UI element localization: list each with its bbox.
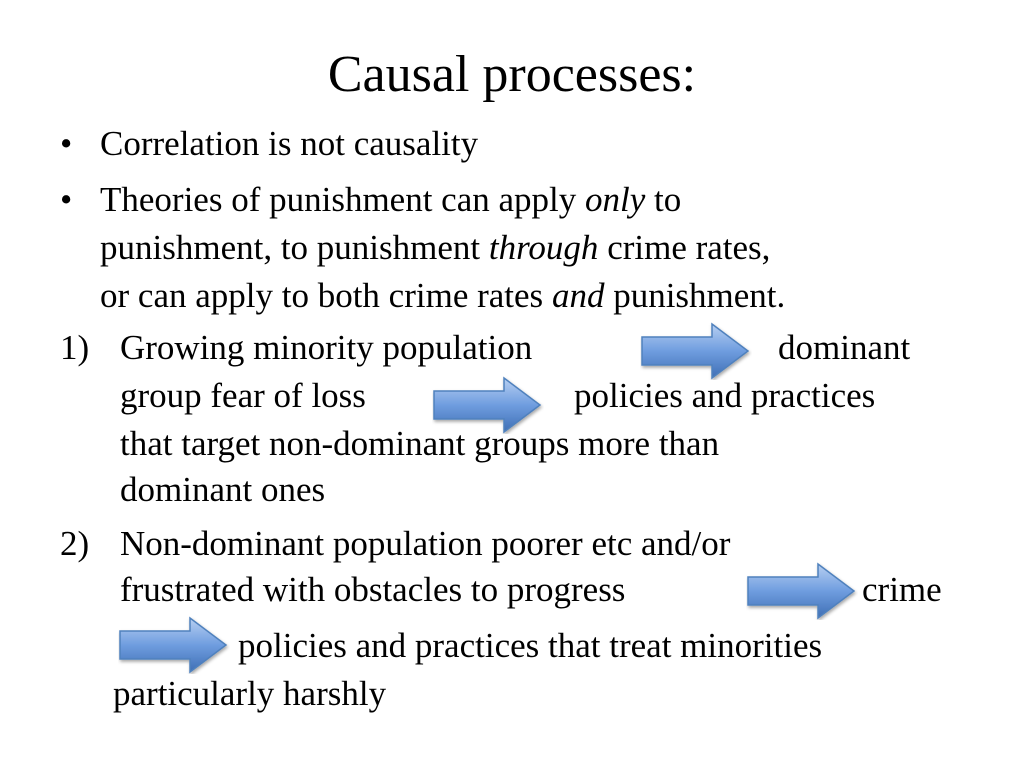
bullet-2-text: punishment. <box>604 276 786 315</box>
bullet-2-emphasis: and <box>551 276 605 315</box>
item-1-line-1a: Growing minority population <box>120 328 533 367</box>
item-1-marker: 1) <box>60 328 90 367</box>
right-arrow-icon <box>746 562 858 620</box>
bullet-2-text: crime rates, <box>598 228 771 267</box>
right-arrow-icon <box>640 322 752 380</box>
right-arrow-icon <box>432 376 544 434</box>
bullet-2-emphasis: through <box>488 228 599 267</box>
bullet-2-line-2 <box>100 228 770 268</box>
bullet-2-text: Theories of punishment can apply <box>100 180 586 219</box>
item-1-line-1b: dominant <box>778 328 911 367</box>
right-arrow-icon <box>118 616 230 674</box>
bullet-1-text: Correlation is not causality <box>100 124 479 163</box>
item-1-line-2b: policies and practices <box>574 376 876 415</box>
item-1-line-3: that target non-dominant groups more than <box>120 424 720 463</box>
bullet-2-text: or can apply to both crime rates <box>100 276 552 315</box>
item-2-line-3: policies and practices that treat minorities <box>238 626 823 665</box>
bullet-2-emphasis: only <box>585 180 646 219</box>
bullet-2-line-1 <box>100 180 681 220</box>
bullet-2-text: to <box>645 180 682 219</box>
bullet-icon: • <box>60 124 73 163</box>
bullet-2-line-3 <box>100 276 785 316</box>
bullet-icon: • <box>60 180 73 219</box>
slide-title: Causal processes: <box>327 46 697 103</box>
item-1-line-4: dominant ones <box>120 470 326 509</box>
item-1-line-2a: group fear of loss <box>120 376 366 415</box>
bullet-2-text: punishment, to punishment <box>100 228 489 267</box>
item-2-marker: 2) <box>60 524 90 563</box>
item-2-line-1: Non-dominant population poorer etc and/or <box>120 524 731 563</box>
item-2-line-4: particularly harshly <box>113 674 387 713</box>
item-2-line-2b: crime <box>862 570 942 609</box>
item-2-line-2a: frustrated with obstacles to progress <box>120 570 626 609</box>
